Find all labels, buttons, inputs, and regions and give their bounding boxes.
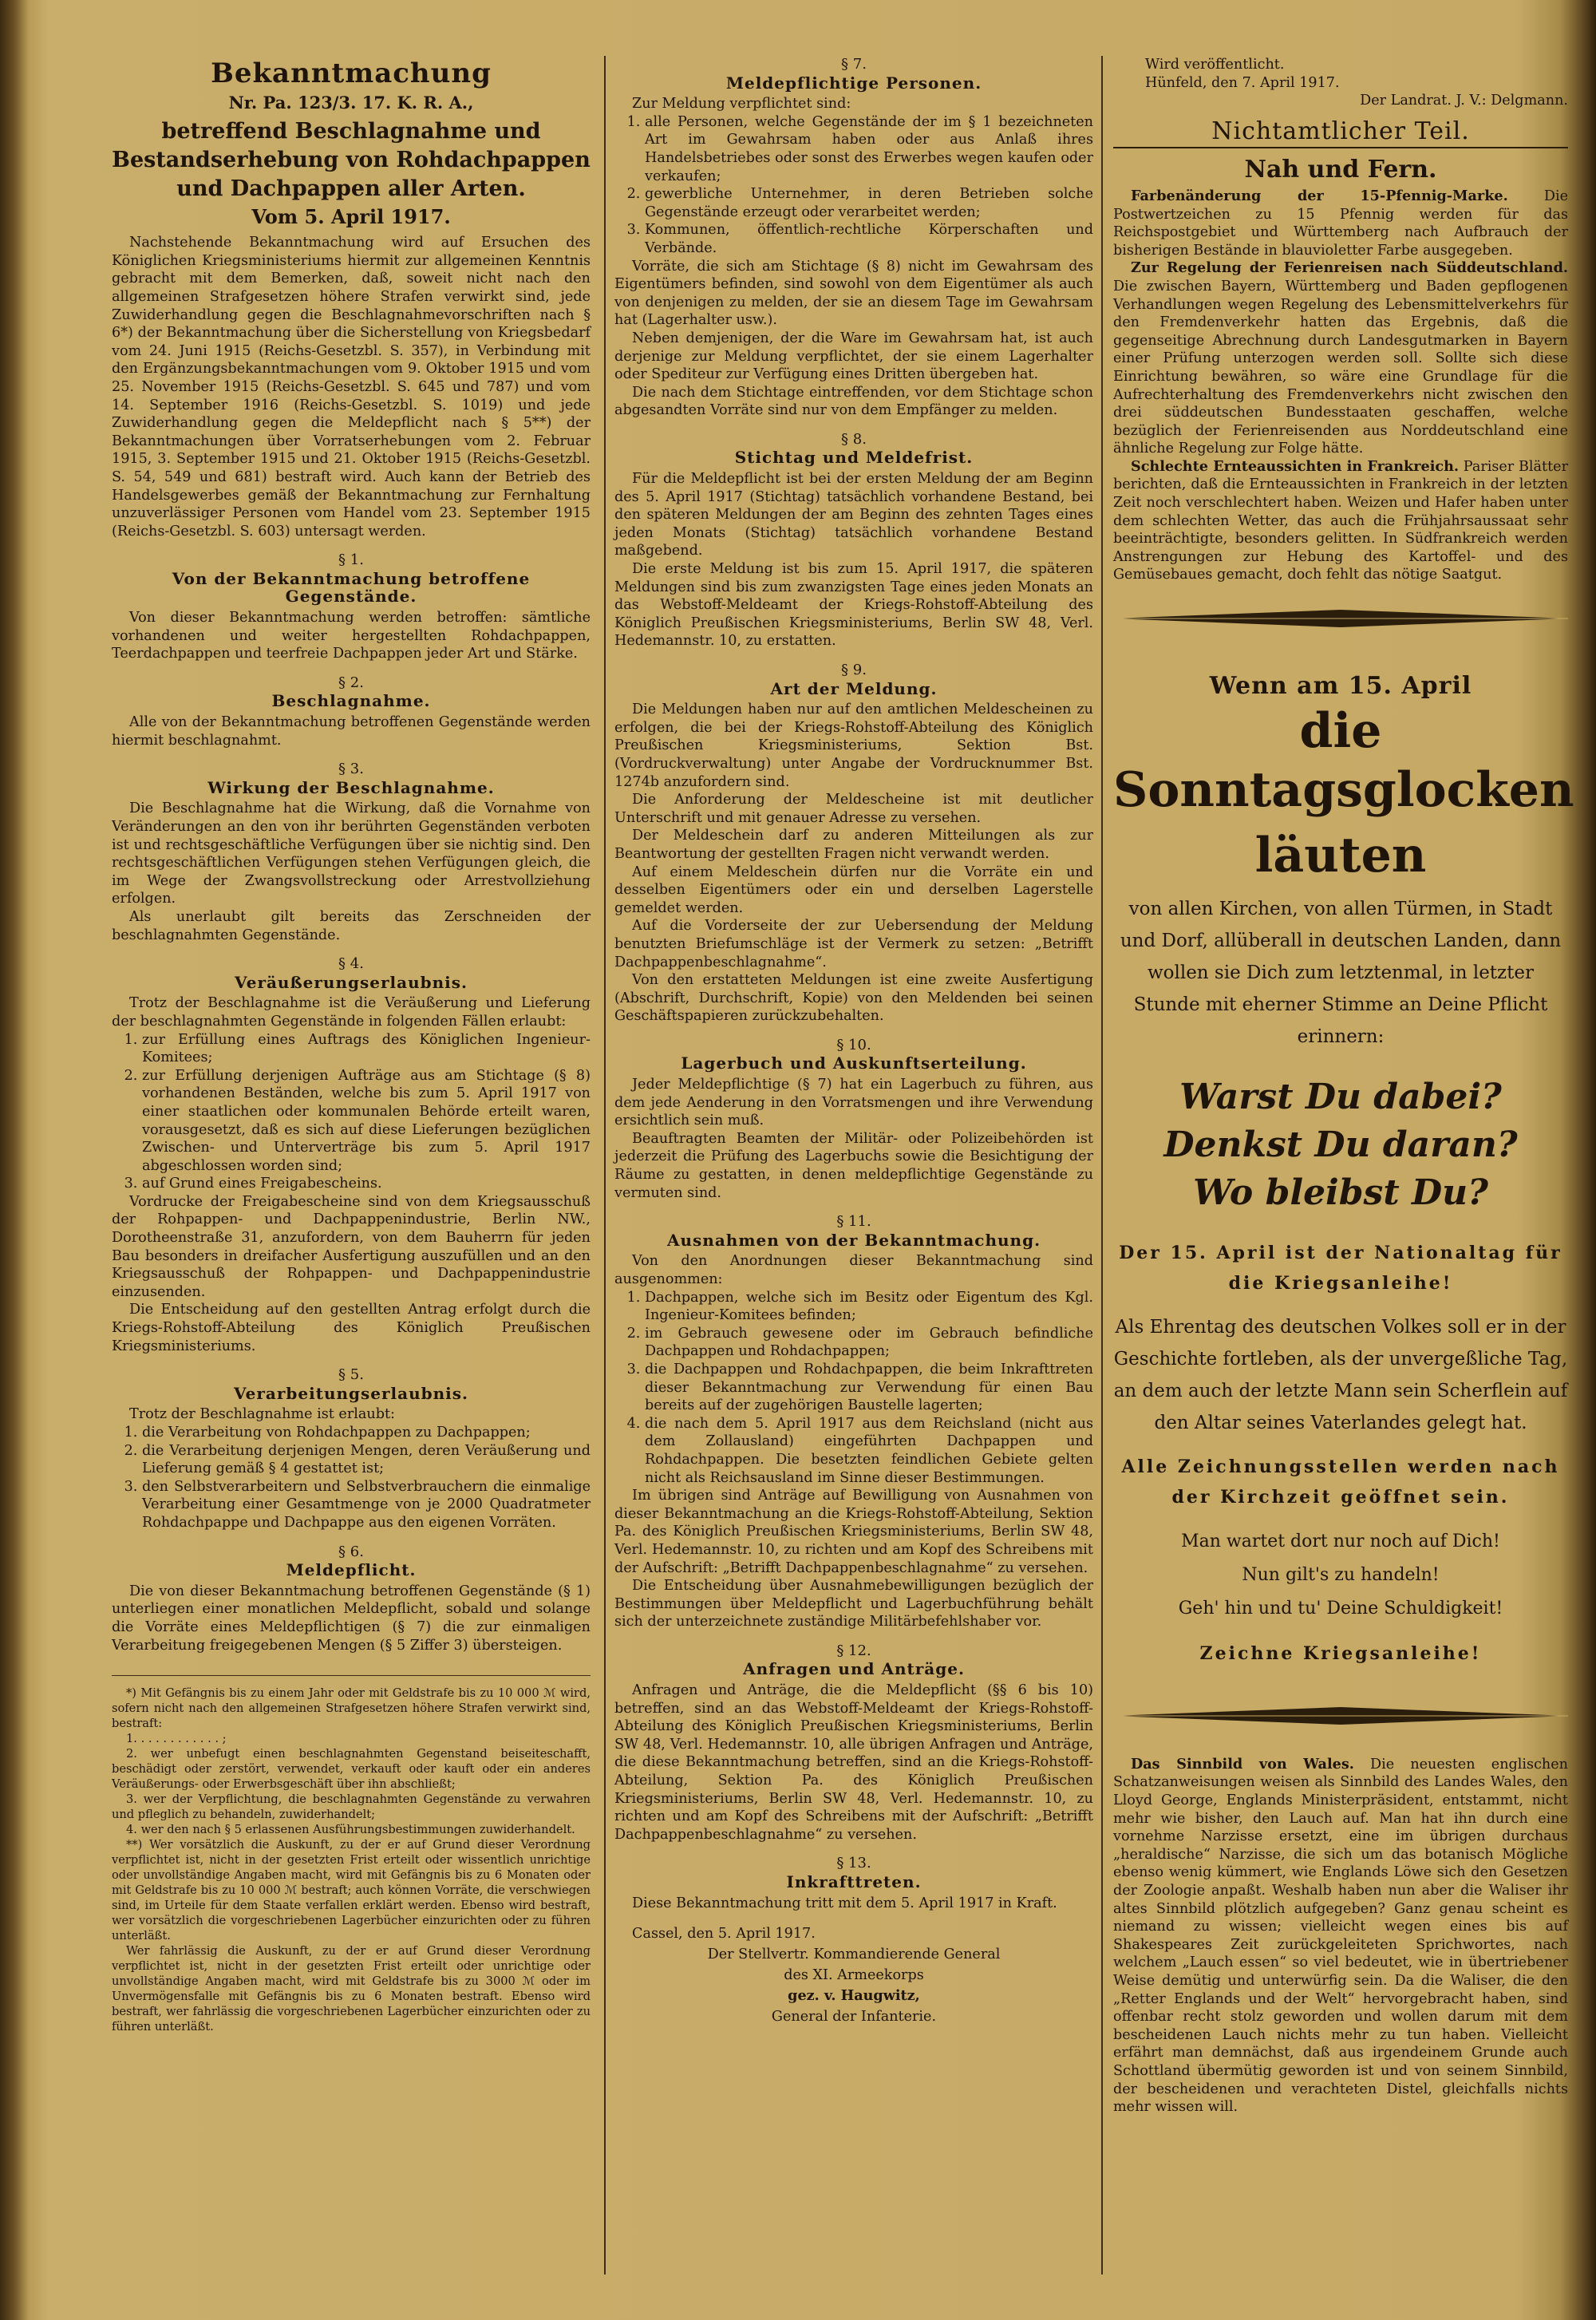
footnotes <box>112 1675 591 2034</box>
paragraph: Von den erstatteten Meldungen ist eine zweite Ausfertigung (Abschrift, Durchschrift, Kopie) von den Meldenden bei seinen Geschäftspapieren zurückzubehalten. <box>614 972 1093 1025</box>
paragraph: Die Entscheidung über Ausnahmebewilligungen bezüglich der Bestimmungen über Meldepflicht und Lagerbuchführung behält sich der unterzeichnete zuständige Militärbefehlshaber vor. <box>614 1578 1093 1630</box>
section-number: § 12. <box>836 1642 871 1659</box>
paragraph: Die nach dem Stichtage eintreffenden, vor dem Stichtage schon abgesandten Vorräte sind nur von dem Empfänger zu melden. <box>614 384 1093 419</box>
list-item: 3. die Dachpappen und Rohdachpappen, die beim Inkrafttreten dieser Bekanntmachung zur Verwendung für einen Bau bereits auf der zugehörigen Baustelle lagerten; <box>645 1361 1093 1415</box>
paragraph: Zur Meldung verpflichtet sind: <box>632 96 851 113</box>
news-item <box>1113 188 1568 259</box>
section-heading: Anfragen und Anträge. <box>743 1659 965 1679</box>
footnote: Wer fahrlässig die Auskunft, zu der er auf Grund dieser Verordnung verpflichtet ist, nicht in der gesetzten Frist erteilt oder unrichtige oder unvollständige Angaben macht, wird mit Geldstrafe bis zu 3000 ℳ oder im Unvermögensfalle mit Gefängnis bis zu 6 Monaten bestraft. Ebenso wird bestraft, wer fahrlässig die vorgeschriebenen Lagerbücher einzurichten oder zu führen unterläßt. <box>112 1944 591 2034</box>
list-item: 3. auf Grund eines Freigabescheins. <box>142 1175 591 1193</box>
news-item-title: Zur Regelung der Ferienreisen nach Süddeutschland. <box>1131 259 1568 277</box>
section-number: § 13. <box>836 1855 871 1872</box>
news-item-text: Pariser Blätter berichten, daß die Ernteaussichten in Frankreich in der letzten Zeit noch verschlechtert haben. Weizen und Hafer haben unter dem schlechten Wetter, das auch die Frühjahrsaussaat sehr beeinträchtigte, besonders gelitten. In Südfrankreich werden Anstrengungen zur Hebung des Kartoffel- und des Gemüsebaues gemacht, doch fehlt das nötige Saatgut. <box>1113 458 1569 583</box>
signature-line: Der Stellvertr. Kommandierende General <box>707 1947 1001 1963</box>
signature-name: gez. v. Haugwitz, <box>788 1987 920 2005</box>
ad-text: Als Ehrentag des deutschen Volkes soll er in der Geschichte fortleben, als der unvergeßliche Tag, an dem auch der letzte Mann sein Scherflein auf den Altar seines Vaterlandes gelegt hat. <box>1113 1317 1568 1434</box>
list-item: 2. im Gebrauch gewesene oder im Gebrauch befindliche Dachpappen und Rohdachpappen; <box>645 1325 1093 1361</box>
section-heading: Meldepflichtige Personen. <box>725 73 982 93</box>
footnote-item: 4. wer den nach § 5 erlassenen Ausführungsbestimmungen zuwiderhandelt. <box>126 1823 575 1837</box>
ad-offices-note: Alle Zeichnungsstellen werden nach der Kirchzeit geöffnet sein. <box>1121 1456 1560 1508</box>
ad-question: Warst Du dabei? <box>1179 1077 1502 1118</box>
ad-national-day: Der 15. April ist der Nationaltag für die Kriegsanleihe! <box>1119 1243 1562 1294</box>
paragraph: Jeder Meldepflichtige (§ 7) hat ein Lagerbuch zu führen, aus dem jede Aenderung in den Vorratsmengen und ihre Verwendung ersichtlich sein muß. <box>614 1077 1093 1129</box>
footnote-item: 2. wer unbefugt einen beschlagnahmten Gegenstand beiseiteschafft, beschädigt oder zerstört, verwendet, verkauft oder kauft oder ein anderes Veräußerungs- oder Erwerbsgeschäft über ihn abschließt; <box>112 1747 591 1792</box>
news-item <box>1113 1756 1568 2116</box>
list-item: 4. die nach dem 5. April 1917 aus dem Reichsland (nicht aus dem Zollausland) eingeführten Dachpappen und Rohdachpappen. Die besetzten feindlichen Gebiete gelten nicht als Reichsausland im Sinne dieser Bestimmungen. <box>645 1415 1093 1487</box>
column-1 <box>112 56 591 2034</box>
list-item: 2. gewerbliche Unternehmer, in deren Betrieben solche Gegenstände erzeugt oder verarbeitet werden; <box>645 185 1093 221</box>
ornament-divider <box>1113 1702 1568 1729</box>
list-item: 2. zur Erfüllung derjenigen Aufträge aus am Stichtage (§ 8) vorhandenen Beständen, welche bis zum 5. April 1917 von einer staatlichen oder kommunalen Behörde erteilt waren, vorausgesetzt, daß es sich auf diese Lieferungen bezüglichen Zwischen- und Unterverträge bis zum 5. April 1917 abgeschlossen worden sind; <box>142 1067 591 1176</box>
paragraph: Als unerlaubt gilt bereits das Zerschneiden der beschlagnahmten Gegenstände. <box>112 908 591 943</box>
list-item: 3. den Selbstverarbeitern und Selbstverbrauchern die einmalige Verarbeitung einer Gesamtmenge von je 2000 Quadratmeter Rohdachpappe und Dachpappe aus den eigenen Vorräten. <box>142 1478 591 1532</box>
paragraph: Von dieser Bekanntmachung werden betroffen: sämtliche vorhandenen und weiter hergestellten Rohdachpappen, Teerdachpappen und teerfreie Dachpappen jeder Art und Stärke. <box>112 610 591 662</box>
paragraph: Von den Anordnungen dieser Bekanntmachung sind ausgenommen: <box>614 1253 1093 1287</box>
news-item-text: Die zwischen Bayern, Württemberg und Baden gepflogenen Verhandlungen wegen Regelung des Lebensmittelverkehrs für den Fremdenverkehr hatten das Ergebnis, daß die gegenseitige Abrechnung durch Landesgutmarken in Bayern einer Prüfung unterzogen werden soll. Sollte sich diese Einrichtung bewähren, so wäre eine Grundlage für die Aufrechterhaltung des Fremdenverkehrs nicht zwischen den drei süddeutschen Bundesstaaten geschaffen, welche bezüglich der Ferienreisenden aus Norddeutschland eine ähnliche Regelung zur Folge hätte. <box>1113 278 1568 457</box>
section-heading: Stichtag und Meldefrist. <box>734 448 974 468</box>
column-2 <box>614 56 1093 2027</box>
section-heading: Von der Bekanntmachung betroffene Gegenstände. <box>172 568 531 607</box>
section-heading: Inkrafttreten. <box>786 1872 922 1891</box>
footnote: *) Mit Gefängnis bis zu einem Jahr oder mit Geldstrafe bis zu 10 000 ℳ wird, sofern nicht nach den allgemeinen Strafgesetzen höhere Strafen verwirkt sind, bestraft: <box>112 1686 591 1731</box>
news-item <box>1113 458 1568 584</box>
ad-appeal-line: Nun gilt's zu handeln! <box>1242 1565 1440 1586</box>
section-number: § 9. <box>841 662 867 678</box>
section-tag: Nichtamtlicher Teil. <box>1113 123 1568 149</box>
publication-line: Hünfeld, den 7. April 1917. <box>1145 74 1340 91</box>
list-item: 2. die Verarbeitung derjenigen Mengen, deren Veräußerung und Lieferung gemäß § 4 gestattet ist; <box>142 1442 591 1478</box>
footnote: **) Wer vorsätzlich die Auskunft, zu der er auf Grund dieser Verordnung verpflichtet ist, nicht in der gesetzten Frist erteilt oder wissentlich unrichtige oder unvollständige Angaben macht, wird mit Gefängnis bis zu 6 Monaten oder mit Geldstrafe bis zu 10 000 ℳ bestraft; auch können Vorräte, die verschwiegen sind, im Urteile für dem Staate verfallen erklärt werden. Ebenso wird bestraft, wer vorsätzlich die vorgeschriebenen Lagerbücher einzurichten oder zu führen unterläßt. <box>112 1838 591 1943</box>
list <box>614 113 1093 258</box>
ad-appeal <box>1113 1525 1568 1626</box>
news-item-text: Die Postwertzeichen zu 15 Pfennig werden für das Reichspostgebiet und Württemberg nach Aufbrauch der bisherigen Bestände in blauvioletter Farbe ausgegeben. <box>1113 188 1568 259</box>
ad-questions <box>1113 1073 1568 1217</box>
signature-line: General der Infanterie. <box>771 2009 937 2026</box>
announcement-title: Bekanntmachung <box>211 57 492 89</box>
section-number: § 2. <box>338 674 364 691</box>
section-number: § 4. <box>338 955 364 973</box>
ad-final-call: Zeichne Kriegsanleihe! <box>1199 1643 1482 1665</box>
news-heading: Nah und Fern. <box>1244 156 1437 184</box>
paragraph: Trotz der Beschlagnahme ist erlaubt: <box>129 1406 395 1423</box>
announcement-number: Nr. Pa. 123/3. 17. K. R. A., <box>228 93 474 113</box>
publication-line: Wird veröffentlicht. <box>1145 57 1285 73</box>
list <box>112 1031 591 1193</box>
paragraph: Die erste Meldung ist bis zum 15. April 1917, die späteren Meldungen sind bis zum zwanzigsten Tage eines jeden Monats an das Webstoff-Meldeamt der Kriegs-Rohstoff-Abteilung des Königlich Preußischen Kriegsministeriums, Berlin SW 48, Verl. Hedemannstr. 10, zu erstatten. <box>614 561 1093 650</box>
list-item: 1. die Verarbeitung von Rohdachpappen zu Dachpappen; <box>142 1424 591 1442</box>
paragraph: Die Meldungen haben nur auf den amtlichen Meldescheinen zu erfolgen, die bei der Kriegs-Rohstoff-Abteilung des Königlich Preußischen Kriegsministeriums, Sektion Bst. (Vordruckverwaltung) unter Angabe der Vordrucknummer Bst. 1274b anzufordern sind. <box>614 702 1093 790</box>
section-heading: Veräußerungserlaubnis. <box>235 972 468 992</box>
war-bond-advertisement <box>1113 671 1574 1670</box>
intro-paragraph: Nachstehende Bekanntmachung wird auf Ersuchen des Königlichen Kriegsministeriums hiermit zur allgemeinen Kenntnis gebracht mit dem Bemerken, daß, soweit nicht nach den allgemeinen Strafgesetzen höhere Strafen verwirkt sind, jede Zuwiderhandlung gegen die Beschlagnahmevorschriften nach § 6*) der Bekanntmachung über die Sicherstellung von Kriegsbedarf vom 24. Juni 1915 (Reichs-Gesetzbl. S. 357), in Verbindung mit den Ergänzungsbekanntmachungen vom 9. Oktober 1915 und vom 25. November 1915 (Reichs-Gesetzbl. S. 645 und 787) und vom 14. September 1916 (Reichs-Gesetzbl. S. 1019) und jede Zuwiderhandlung gegen die Meldepflicht nach § 5**) der Bekanntmachungen über Vorratserhebungen vom 2. Februar 1915, 3. September 1915 und 21. Oktober 1915 (Reichs-Gesetzbl. S. 54, 549 und 681) bestraft wird. Auch kann der Betrieb des Handelsgewerbes gemäß der Bekanntmachung zur Fernhaltung unzuverlässiger Personen vom Handel vom 23. September 1915 (Reichs-Gesetzbl. S. 603) untersagt werden. <box>112 235 591 539</box>
paragraph: Im übrigen sind Anträge auf Bewilligung von Ausnahmen von dieser Bekanntmachung an die Kriegs-Rohstoff-Abteilung, Sektion Pa. des Königlich Preußischen Kriegsministeriums, Berlin SW 48, Verl. Hedemannstr. 10, zu richten und am Kopf des Schreibens mit der Aufschrift: „Betrifft Dachpappenbeschlagnahme“ zu versehen. <box>614 1488 1093 1576</box>
ad-question: Wo bleibst Du? <box>1193 1172 1488 1214</box>
section-heading: Lagerbuch und Auskunftserteilung. <box>681 1053 1027 1073</box>
list <box>614 1289 1093 1488</box>
ad-headline: die Sonntagsglocken <box>1113 703 1574 819</box>
ad-headline: läuten <box>1254 828 1427 884</box>
section-number: § 11. <box>836 1213 871 1231</box>
paragraph: Alle von der Bekanntmachung betroffenen Gegenstände werden hiermit beschlagnahmt. <box>112 714 591 749</box>
ad-appeal-line: Man wartet dort nur noch auf Dich! <box>1181 1532 1500 1552</box>
section-number: § 1. <box>338 551 364 569</box>
paragraph: Diese Bekanntmachung tritt mit dem 5. April 1917 in Kraft. <box>632 1895 1057 1911</box>
publication-signature: Der Landrat. J. V.: Delgmann. <box>1360 93 1568 109</box>
news-item <box>1113 259 1568 458</box>
list-item: 1. Dachpappen, welche sich im Besitz oder Eigentum des Kgl. Ingenieur-Komitees befinden; <box>645 1289 1093 1325</box>
news-item-title: Schlechte Ernteaussichten in Frankreich. <box>1131 457 1460 475</box>
paragraph: Vordrucke der Freigabescheine sind von dem Kriegsausschuß der Rohpappen- und Dachpappenindustrie, Berlin NW., Dorotheenstraße 31, anzufordern, von dem Bauherrn für jeden Bau besonders in dreifacher Ausfertigung auszufüllen und an den Kriegsausschuß der Rohpappen- und Dachpappenindustrie einzusenden. <box>112 1193 591 1300</box>
section-heading: Meldepflicht. <box>286 1560 417 1580</box>
paragraph: Beauftragten Beamten der Militär- oder Polizeibehörden ist jederzeit die Prüfung des Lagerbuchs sowie die Besichtigung der Räume zu gestatten, in denen meldepflichtige Gegenstände zu vermuten sind. <box>614 1130 1093 1201</box>
section-heading: Verarbeitungserlaubnis. <box>233 1383 468 1403</box>
paragraph: Die Beschlagnahme hat die Wirkung, daß die Vornahme von Veränderungen an den von ihr berührten Gegenständen verboten ist und rechtsgeschäftliche Verfügungen über sie nichtig sind. Den rechtsgeschäftlichen Verfügungen stehen Verfügungen gleich, die im Wege der Zwangsvollstreckung oder Arrestvollziehung erfolgen. <box>112 800 591 907</box>
paragraph: Der Meldeschein darf zu anderen Mitteilungen als zur Beantwortung der gestellten Fragen nicht verwandt werden. <box>614 828 1093 862</box>
ad-appeal-line: Geh' hin und tu' Deine Schuldigkeit! <box>1178 1599 1503 1619</box>
list <box>112 1424 591 1532</box>
section-number: § 3. <box>338 761 364 778</box>
paragraph: Die Anforderung der Meldescheine ist mit deutlicher Unterschrift und mit genauer Adresse zu versehen. <box>614 792 1093 826</box>
list-item: 1. zur Erfüllung eines Auftrags des Königlichen Ingenieur-Komitees; <box>142 1031 591 1067</box>
column-rule <box>1101 56 1103 2275</box>
list-item: 1. alle Personen, welche Gegenstände der im § 1 bezeichneten Art im Gewahrsam haben oder aus Anlaß ihres Handelsbetriebes oder sonst des Erwerbes wegen kaufen oder verkaufen; <box>645 113 1093 185</box>
section-heading: Art der Meldung. <box>770 678 938 698</box>
paragraph: Für die Meldepflicht ist bei der ersten Meldung der am Beginn des 5. April 1917 (Stichtag) tatsächlich vorhandene Bestand, bei den späteren Meldungen der am Beginn des zehnten Tages eines jeden Monats (Stichtag) tatsächlich vorhandene Bestand maßgebend. <box>614 471 1093 559</box>
section-number: § 7. <box>841 56 867 73</box>
paragraph: Anfragen und Anträge, die die Meldepflicht (§§ 6 bis 10) betreffen, sind an das Webstoff-Meldeamt der Kriegs-Rohstoff-Abteilung des Königlich Preußischen Kriegsministeriums, Berlin SW 48, Verl. Hedemannstr. 10, alle übrigen Anfragen und Anträge, die diese Bekanntmachung betreffen, sind an die Kriegs-Rohstoff-Abteilung, Sektion Pa. des Königlich Preußischen Kriegsministeriums, Berlin SW 48, Verl. Hedemannstr. 10, zu richten und am Kopf des Schreibens mit der Aufschrift: „Betrifft Dachpappenbeschlagnahme“ zu versehen. <box>614 1682 1093 1843</box>
ad-heading: Wenn am 15. April <box>1209 671 1472 700</box>
paragraph: Vorräte, die sich am Stichtage (§ 8) nicht im Gewahrsam des Eigentümers befinden, sind sowohl von dem Eigentümer als auch von denjenigen zu melden, der sie an diesem Tage im Gewahrsam hat (Lagerhalter usw.). <box>614 258 1093 329</box>
paragraph: Auf die Vorderseite der zur Uebersendung der Meldung benutzten Briefumschläge ist der Vermerk zu setzen: „Betrifft Dachpappenbeschlagnahme“. <box>614 918 1093 970</box>
signature-block <box>614 1923 1093 2027</box>
ad-text: von allen Kirchen, von allen Türmen, in Stadt und Dorf, allüberall in deutschen Landen, dann wollen sie Dich zum letztenmal, in letzter Stunde mit eherner Stimme an Deine Pflicht erinnern: <box>1120 899 1562 1048</box>
paragraph: Auf einem Meldeschein dürfen nur die Vorräte ein und desselben Eigentümers oder ein und derselben Lagerstelle gemeldet werden. <box>614 864 1093 916</box>
news-item-title: Farbenänderung der 15-Pfennig-Marke. <box>1131 187 1508 204</box>
paragraph: Trotz der Beschlagnahme ist die Veräußerung und Lieferung der beschlagnahmten Gegenstände in folgenden Fällen erlaubt: <box>112 995 591 1030</box>
news-item-title: Das Sinnbild von Wales. <box>1131 1755 1354 1773</box>
paragraph: Neben demjenigen, der die Ware im Gewahrsam hat, ist auch derjenige zur Meldung verpflichtet, der sie einem Lagerhalter oder Spediteur zur Verfügung eines Dritten übergeben hat. <box>614 330 1093 383</box>
announcement-date: Vom 5. April 1917. <box>251 204 451 228</box>
section-number: § 8. <box>841 430 867 448</box>
column-rule <box>604 56 606 2275</box>
list-item: 3. Kommunen, öffentlich-rechtliche Körperschaften und Verbände. <box>645 221 1093 257</box>
section-number: § 10. <box>836 1036 871 1053</box>
section-number: § 6. <box>338 1543 364 1560</box>
ornament-divider <box>1113 605 1568 632</box>
section-heading: Wirkung der Beschlagnahme. <box>207 777 495 797</box>
ad-question: Denkst Du daran? <box>1163 1124 1518 1166</box>
signature-line: des XI. Armeekorps <box>784 1967 924 1984</box>
paragraph: Die von dieser Bekanntmachung betroffenen Gegenstände (§ 1) unterliegen einer monatlichen Meldepflicht, sobald und solange die Vorräte eines Meldepflichtigen (§ 7) die zur einmaligen Verarbeitung freigegebenen Mengen (§ 5 Ziffer 3) übersteigen. <box>112 1583 591 1654</box>
section-number: § 5. <box>338 1366 364 1384</box>
publication-note <box>1113 56 1568 110</box>
section-heading: Ausnahmen von der Bekanntmachung. <box>666 1230 1041 1250</box>
news-item-text: Die neuesten englischen Schatzanweisungen weisen als Sinnbild des Landes Wales, den Lloyd George, Englands Ministerpräsident, entstammt, nicht mehr wie bisher, den Lauch auf. Man hat ihn durch eine vornehme Narzisse ersetzt, eine im übrigen durchaus „heraldische“ Narzisse, die sich um das botanisch Mögliche ebenso wenig kümmert, wie Englands Löwe sich den Gesetzen der Zoologie anpaßt. Weshalb haben nun aber die Waliser ihr altes Sinnbild plötzlich aufgegeben? Ganz genau scheint es niemand zu wissen; vielleicht wegen eines bis auf Shakespeares Zeit zurückgeleiteten Sprichwortes, nach welchem „Lauch essen“ so viel bedeutet, wie in übertriebener Weise demütig und unterwürfig sein. Da die Waliser, die den „Retter Englands und der Welt“ hervorgebracht haben, sind offenbar recht stolz geworden und wollen darum mit dem bescheidenen Lauch nichts mehr zu tun haben. Vielleicht erfährt man demnächst, daß aus irgendeinem Grunde auch Schottland übermütig geworden ist und von seinem Sinnbild, der bescheidenen und verachteten Distel, gleichfalls nichts mehr wissen will. <box>1113 1756 1569 2116</box>
footnote-item: 3. wer der Verpflichtung, die beschlagnahmten Gegenstände zu verwahren und pfleglich zu behandeln, zuwiderhandelt; <box>112 1792 591 1822</box>
paragraph: Die Entscheidung auf den gestellten Antrag erfolgt durch die Kriegs-Rohstoff-Abteilung des Königlich Preußischen Kriegsministeriums. <box>112 1302 591 1354</box>
announcement-subtitle: betreffend Beschlagnahme und Bestandserhebung von Rohdachpappen und Dachpappen aller Arten. <box>112 118 591 201</box>
section-heading: Beschlagnahme. <box>271 691 431 711</box>
column-3 <box>1113 56 1574 2116</box>
place-date: Cassel, den 5. April 1917. <box>632 1926 816 1943</box>
footnote-item: 1. . . . . . . . . . . . ; <box>126 1732 227 1746</box>
